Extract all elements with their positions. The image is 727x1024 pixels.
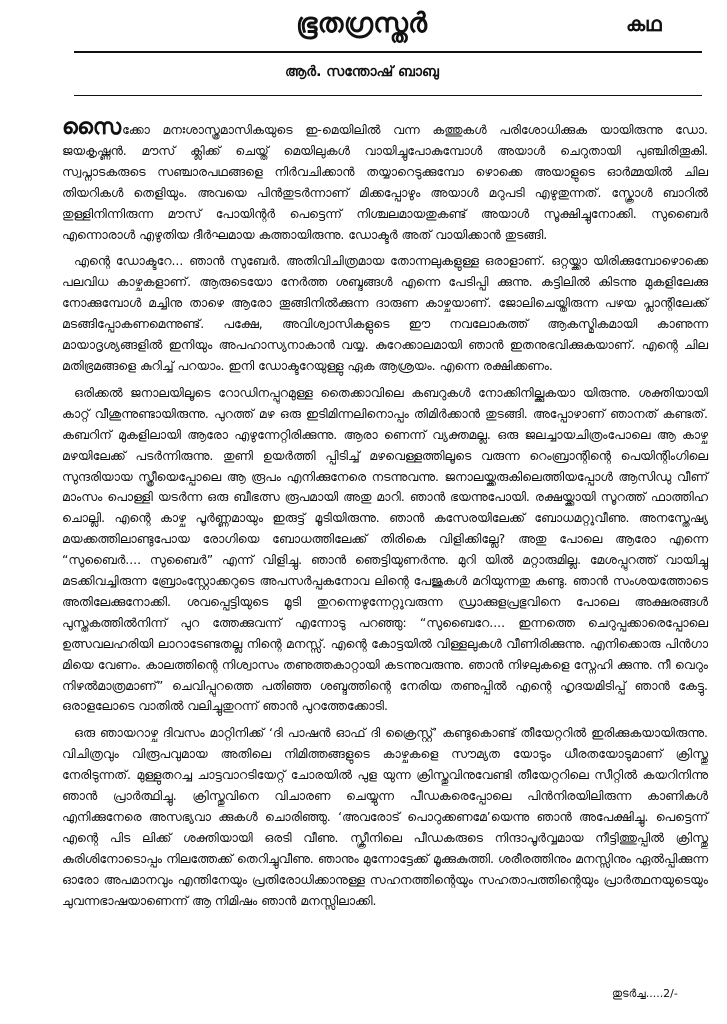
genre-label: കഥ — [626, 12, 662, 36]
paragraph-text: ക്കോ മനഃശാസ്ത്രമാസികയുടെ ഇ-മെയിലിൽ വന്ന കത്തുകൾ പരിശോധിക്കുക യായിരുന്നു ഡോ. ജയകൃഷ്ണൻ. മൗസ് ക്ലിക്ക് ചെയ്ത് മെയിലുകൾ വായിച്ചുപോകുമ്പോൾ അയാൾ ചെറുതായി പുഞ്ചിരിതൂകി. സ്വപ്നാടകരുടെ സഞ്ചാരപഥങ്ങളെ നിർവചിക്കാൻ തയ്യാറെടുക്കുമ്പോ ഴൊക്കെ അയാളുടെ ഓർമ്മയിൽ ചില തിയറികൾ തെളിയും. അവയെ പിൻതുടർന്നാണ് മിക്കപ്പോഴും അയാൾ മറുപടി എഴുതുന്നത്. സ്ക്രോൾ ബാറിൽ തുള്ളിനിന്നിരുന്ന മൗസ് പോയിന്റർ പെട്ടെന്ന് നിശ്ചലമായതുകണ്ട് അയാൾ സൂക്ഷിച്ചുനോക്കി. സുബൈർ എന്നൊരാൾ എഴുതിയ ദീർഘമായ കത്തായിരുന്നു. ഡോക്ടർ അത് വായിക്കാൻ തുടങ്ങി. — [62, 122, 708, 242]
continued-marker: തുടർച്ച.....2/- — [612, 987, 678, 1000]
story-paragraph-4: ഒരു ഞായറാഴ്ച ദിവസം മാറ്റിനിക്ക് ‘ദി പാഷൻ ഓഫ് ദി ക്രൈസ്റ്റ്’ കണ്ടുകൊണ്ട് തീയേറ്ററിൽ ഇരിക്കുകയായിരുന്നു. വിചിത്രവും വിരൂപവുമായ അതിലെ നിമിത്തങ്ങളുടെ കാഴ്ചകളെ സൗമ്യത യോടും ധീരതയോടുമാണ് ക്രിസ്തു നേരിടുന്നത്. മുള്ളുതറച്ച ചാട്ടവാറടിയേറ്റ് ചോരയിൽ പുള യുന്ന ക്രിസ്തുവിനുവേണ്ടി തീയേറ്ററിലെ സീറ്റിൽ കയറിനിന്നു ഞാൻ പ്രാർത്ഥിച്ചു. ക്രിസ്തുവിനെ വിചാരണ ചെയ്യുന്ന പീഡകരെപ്പോലെ പിൻനിരയിലിരുന്ന കാണികൾ എനിക്കുനേരെ അസഭ്യവാ ക്കുകൾ ചൊരിഞ്ഞു. ‘അവരോട് പൊറുക്കണമേ’യെന്നു ഞാൻ അപേക്ഷിച്ചു. പെട്ടെന്ന് എന്റെ പിട ലിക്ക് ശക്തിയായി ഒരടി വീണു. സ്ക്രീനിലെ പീഡകരുടെ നിന്ദാപൂർവ്വമായ നീട്ടിത്തുപ്പിൽ ക്രിസ്തു കുരിശിനോടൊപ്പം നിലത്തേക്ക് തെറിച്ചുവീണു. ഞാനും മുന്നോട്ടേക്ക് മൂക്കുകുത്തി. ശരീരത്തിനും മനസ്സിനും ഏൽപ്പിക്കുന്ന ഓരോ അപമാനവും എന്തിനേയും പ്രതിരോധിക്കാനുള്ള സഹനത്തിന്റെയും സഹതാപത്തിന്റെയും പ്രാർത്ഥനയുടെയും ചുവന്നഭാഷയാണെന്ന് ആ നിമിഷം ഞാൻ മനസ്സിലാക്കി. — [62, 725, 708, 908]
story-paragraph-3: ഒരിക്കൽ ജനാലയിലൂടെ റോഡിനപ്പുറമുള്ള തൈക്കാവിലെ കബറുകൾ നോക്കിനില്ക്കുകയാ യിരുന്നു. ശക്തിയായി കാറ്റ് വീശുന്നുണ്ടായിരുന്നു. പുറത്ത് മഴ ഒരു ഇടിമിന്നലിനൊപ്പം തിമിർക്കാൻ തുടങ്ങി. അപ്പോഴാണ് ഞാനത് കണ്ടത്. കബറിന് മുകളിലായി ആരോ എഴുന്നേറ്റിരിക്കുന്നു. ആരാ ണെന്ന് വ്യക്തമല്ല. ഒരു ജലച്ചായചിത്രംപോലെ ആ കാഴ്ച മഴയിലേക്ക് പടർന്നിരുന്നു. തുണി ഉയർത്തി പ്പിടിച്ച് മഴവെള്ളത്തിലൂടെ വരുന്ന റെംബ്രാന്റിന്റെ പെയിന്റിംഗിലെ സുന്ദരിയായ സ്ത്രീയെപ്പോലെ ആ രൂപം എനിക്കുനേരെ നടന്നുവന്നു. ജനാലയ്ക്കരുകിലെത്തിയപ്പോൾ ആസിഡു വീണ് മാംസം പൊള്ളി യടർന്ന ഒരു ബീഭത്സ രൂപമായി അതു മാറി. ഞാൻ ഭയന്നുപോയി. രക്ഷയ്ക്കായി സൂറത്ത് ഫാത്തിഹ ചൊല്ലി. എന്റെ കാഴ്ച പൂർണ്ണമായും ഇരുട്ട് മൂടിയിരുന്നു. ഞാൻ കസേരയിലേക്ക് ബോധമറ്റുവീണു. അനസ്തേഷ്യ മയക്കത്തിലാണ്ടുപോയ രോഗിയെ ബോധത്തിലേക്ക് തിരികെ വിളിക്കില്ലേ? അതു പോലെ ആരോ എന്നെ “സുബൈർ.... സുബൈർ” എന്ന് വിളിച്ചു. ഞാൻ ഞെട്ടിയുണർന്നു. മുറി യിൽ മറ്റാരുമില്ല. മേശപ്പുറത്ത് വായിച്ചു മടക്കിവച്ചിരുന്ന ബ്രോംസ്റ്റോക്കറുടെ അപസർപ്പകനോവ ലിന്റെ പേജുകൾ മറിയുന്നതു കണ്ടു. ഞാൻ സംശയത്തോടെ അതിലേക്കുനോക്കി. ശവപ്പെട്ടിയുടെ മൂടി തുറന്നെഴുന്നേറ്റുവരുന്ന ഡ്രാക്കുളപ്രഭുവിനെ പോലെ അക്ഷരങ്ങൾ പുസ്തകത്തിൽനിന്ന് പുറ ത്തേക്കുവന്ന് എന്നോടു പറഞ്ഞു: “സുബൈറേ.... ഇന്നത്തെ ചെറുപ്പക്കാരെപ്പോലെ ഉത്സവലഹരിയി ലാറാടേണ്ടതല്ല നിന്റെ മനസ്സ്. എന്റെ കോട്ടയിൽ വിള്ളലുകൾ വീണിരിക്കുന്നു. എനിക്കൊരു പിൻഗാ മിയെ വേണം. കാലത്തിന്റെ നിശ്വാസം തണുത്തകാറ്റായി കടന്നുവരുന്നു. ഞാൻ നിഴലുകളെ സ്നേഹി ക്കുന്നു. നീ വെറും നിഴൽമാത്രമാണ്” ചെവിപ്പുറത്തെ പതിഞ്ഞ ശബ്ദത്തിന്റെ നേരിയ തണുപ്പിൽ എന്റെ ഹൃദയമിടിപ്പ് ഞാൻ കേട്ടു. ഒരാളലോടെ വാതിൽ വലിച്ചുതുറന്ന് ഞാൻ പുറത്തേക്കോടി. — [62, 384, 708, 714]
header-rule-top — [74, 51, 702, 53]
drop-cap: സൈ — [62, 115, 123, 140]
author-byline: ആർ. സന്തോഷ് ബാബു — [285, 64, 439, 80]
story-title: ഭൂതഗ്രസ്തർ — [296, 8, 428, 39]
story-paragraph-1 — [62, 115, 708, 245]
header-rule-bottom — [74, 95, 702, 96]
story-body — [62, 115, 708, 918]
story-paragraph-2: എന്റെ ഡോക്ടറേ... ഞാൻ സുബേർ. അതിവിചിത്രമായ തോന്നലുകളുള്ള ഒരാളാണ്. ഒറ്റയ്ക്കാ യിരിക്കുമ്പോഴൊക്കെ പലവിധ കാഴ്ചകളാണ്. ആരുടെയോ നേർത്ത ശബ്ദങ്ങൾ എന്നെ പേടിപ്പി ക്കുന്നു. കട്ടിലിൽ കിടന്നു മുകളിലേക്കു നോക്കുമ്പോൾ മച്ചിനു താഴെ ആരോ തൂങ്ങിനിൽക്കുന്ന ദാരുണ കാഴ്ചയാണ്. ജോലിചെയ്തിരുന്ന പഴയ പ്ലാന്റിലേക്ക് മടങ്ങിപ്പോകണമെന്നുണ്ട്. പക്ഷേ, അവിശ്വാസികളുടെ ഈ നവലോകത്ത് ആകസ്മികമായി കാണുന്ന മായാദൃശ്യങ്ങളിൽ ഇനിയും അപഹാസ്യനാകാൻ വയ്യ. കുറേക്കാലമായി ഞാൻ ഇതനുഭവിക്കുകയാണ്. എന്റെ ചില മതിഭ്രമങ്ങളെ കുറിച്ച് പറയാം. ഇനി ഡോക്ടറേയുള്ളു ഏക ആശ്രയം. എന്നെ രക്ഷിക്കണം. — [62, 253, 708, 373]
